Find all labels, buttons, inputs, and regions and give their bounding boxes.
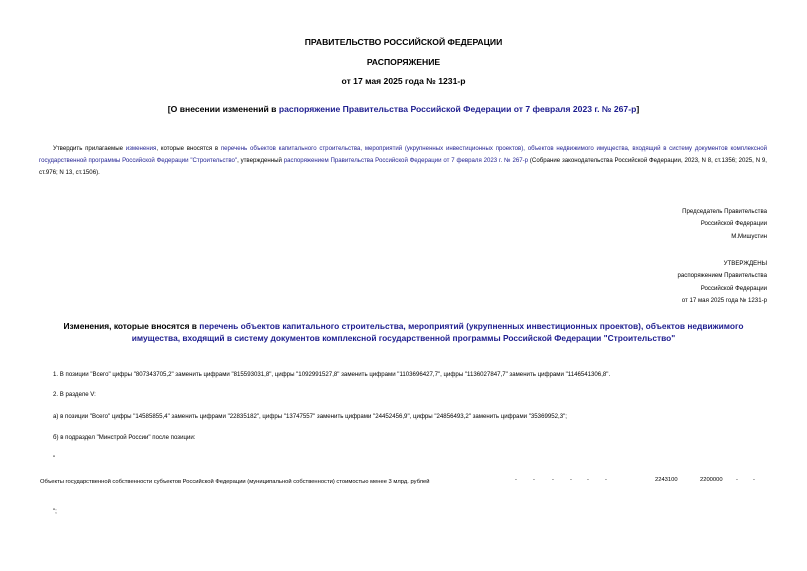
main-paragraph	[39, 143, 767, 179]
p1-link-decree[interactable]: распоряжением Правительства Российской Федерации от 7 февраля 2023 г. № 267-р	[283, 157, 529, 164]
quote-open: "	[53, 455, 56, 462]
doc-subject	[0, 104, 807, 114]
signature-line-1: Председатель Правительства	[682, 208, 767, 215]
approved-line-2: распоряжением Правительства	[677, 272, 767, 280]
p1-text-a: Утвердить прилагаемые	[53, 145, 126, 152]
changes-title-link[interactable]: перечень объектов капитального строительства, мероприятий (укрупненных инвестиционных проектов), объектов недвижимого имущества, входящий в систему документов комплексной государственной программы Российской Федерации "Строительство"	[131, 321, 744, 343]
table-row-name: Объекты государственной собственности субъектов Российской Федерации (муниципальной собственности) стоимостью менее 3 млрд. рублей	[40, 479, 430, 485]
p1-text-d: (Собрание законодательства Российской Федерации, 2023, N 8, ст.1356; 2025, N 9, ст.976; N 13, ст.1506).	[39, 157, 767, 176]
item-2a: а) в позиции "Всего" цифры "14585855,4" заменить цифрами "22835182", цифры "13747557" заменить цифрами "24452456,9", цифры "24856493,2" заменить цифрами "35369952,3";	[53, 413, 567, 420]
table-cell: 2200000	[700, 477, 723, 483]
table-cell: -	[736, 477, 738, 483]
signature-line-3: М.Мишустин	[731, 232, 767, 240]
table-cell: -	[533, 477, 535, 483]
item-2b: б) в подраздел "Минстрой России" после позиции:	[53, 434, 196, 441]
doc-date: от 17 мая 2025 года № 1231-р	[341, 76, 466, 86]
subject-link[interactable]: распоряжение Правительства Российской Федерации от 7 февраля 2023 г. № 267-р	[278, 104, 637, 114]
signature-line-2: Российской Федерации	[700, 220, 767, 228]
signature-block	[682, 206, 767, 243]
p1-text-c: , утвержденный	[237, 157, 284, 164]
p1-text-b: , которые вносятся в	[156, 145, 221, 152]
approved-block	[678, 258, 767, 307]
table-cell: 2243100	[655, 477, 678, 483]
approved-line-3: Российской Федерации	[700, 284, 767, 292]
table-cell: -	[587, 477, 589, 483]
item-2: 2. В разделе V:	[53, 391, 96, 398]
table-cell: -	[515, 477, 517, 483]
approved-line-4: от 17 мая 2025 года № 1231-р	[681, 296, 767, 304]
table-cell: -	[605, 477, 607, 483]
p1-link-changes[interactable]: изменения	[125, 145, 157, 152]
table-cell: -	[552, 477, 554, 483]
table-cell: -	[753, 477, 755, 483]
doc-type: РАСПОРЯЖЕНИЕ	[366, 57, 441, 67]
subject-close: ]	[636, 104, 640, 114]
p1-link-list[interactable]: перечень объектов капитального строительства, мероприятий (укрупненных инвестиционных проектов), объектов недвижимого имущества, входящий в систему документов комплексной государственной программы Российской Федерации "Строительство"	[39, 145, 767, 164]
table-cell: -	[570, 477, 572, 483]
changes-title	[40, 320, 767, 344]
changes-title-text: Изменения, которые вносятся в	[63, 321, 200, 331]
org-title: ПРАВИТЕЛЬСТВО РОССИЙСКОЙ ФЕДЕРАЦИИ	[304, 37, 503, 47]
approved-line-1: УТВЕРЖДЕНЫ	[723, 260, 767, 267]
quote-close: ";	[53, 508, 57, 515]
subject-open: [О внесении изменений в	[167, 104, 279, 114]
item-1: 1. В позиции "Всего" цифры "807343705,2" заменить цифрами "815593031,8", цифры "1092991527,8" заменить цифрами "1103696427,7", цифры "1136027847,7" заменить цифрами "1146541306,8".	[53, 371, 611, 378]
